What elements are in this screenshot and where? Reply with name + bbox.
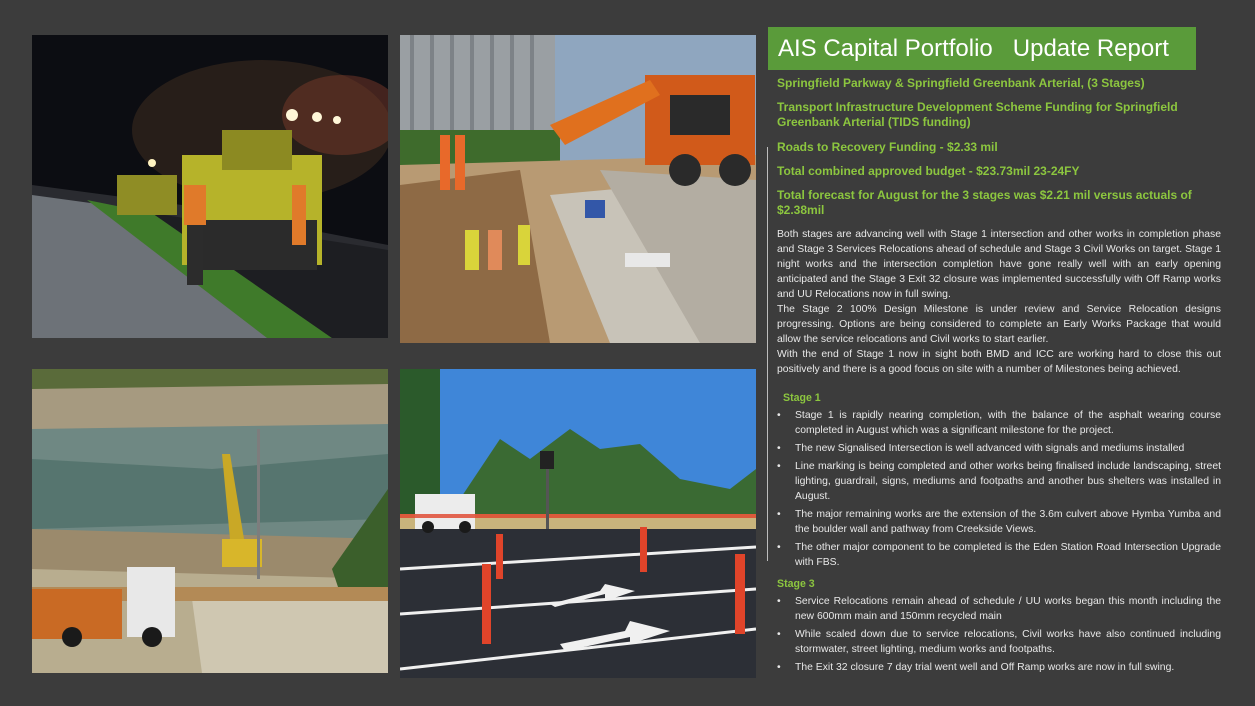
list-item: • The major remaining works are the extension of the 3.6m culvert above Hymba Yumba and the boulder wall and pathway from Creekside Views. xyxy=(777,507,1221,537)
report-title: AIS Capital Portfolio Update Report xyxy=(768,27,1196,70)
list-item: • The Exit 32 closure 7 day trial went well and Off Ramp works are now in full swing. xyxy=(777,660,1221,675)
photo-night-paving xyxy=(32,35,388,338)
vertical-divider xyxy=(767,147,768,561)
summary-paragraph-2: The Stage 2 100% Design Milestone is under review and Service Relocation designs progressing. Options are being considered to complete an Early Works Package that would allow the service relocations and Civil works to start earlier. xyxy=(777,304,1221,345)
headline-forecast-actuals: Total forecast for August for the 3 stages was $2.21 mil versus actuals of $2.38mil xyxy=(777,188,1192,217)
headline-tids-funding: Transport Infrastructure Development Scheme Funding for Springfield Greenbank Arterial (TIDS funding) xyxy=(777,100,1178,129)
stage3-heading: Stage 3 xyxy=(777,578,815,590)
list-item: • While scaled down due to service relocations, Civil works have also continued including stormwater, street lighting, medium works and footpaths. xyxy=(777,627,1221,657)
list-item: • The new Signalised Intersection is well advanced with signals and mediums installed xyxy=(777,441,1221,456)
summary-paragraph-3: With the end of Stage 1 now in sight both BMD and ICC are working hard to close this out positively and there is a good focus on site with a number of Milestones being achieved. xyxy=(777,349,1221,375)
headline-roads-recovery: Roads to Recovery Funding - $2.33 mil xyxy=(777,140,998,154)
stage1-heading: Stage 1 xyxy=(783,392,821,404)
stage1-list xyxy=(777,408,1221,570)
list-item: • Service Relocations remain ahead of schedule / UU works began this month including the new 600mm main and 150mm recycled main xyxy=(777,594,1221,624)
stage3-list xyxy=(777,594,1221,675)
list-item: • Stage 1 is rapidly nearing completion, with the balance of the asphalt wearing course completed in August which was a significant milestone for the project. xyxy=(777,408,1221,438)
list-item: • Line marking is being completed and other works being finalised include landscaping, street lighting, guardrail, signs, mediums and footpaths and another bus shelters was installed in August. xyxy=(777,459,1221,504)
headline-project: Springfield Parkway & Springfield Greenbank Arterial, (3 Stages) xyxy=(777,76,1145,90)
photo-signalised-intersection xyxy=(400,369,756,678)
list-item: • The other major component to be completed is the Eden Station Road Intersection Upgrade with FBS. xyxy=(777,540,1221,570)
report-text-column xyxy=(777,73,1221,678)
summary-paragraph-1: Both stages are advancing well with Stage 1 intersection and other works in completion phase and Stage 3 Services Relocations ahead of schedule and Stage 3 Civil Works on target. Stage 1 night works and the intersection completion have gone really well with an early opening anticipated and the Stage 3 Exit 32 closure was implemented successfully with Off Ramp works and UU Relocations now in full swing. xyxy=(777,229,1221,300)
photo-earthworks-cutting xyxy=(32,369,388,673)
headline-approved-budget: Total combined approved budget - $23.73mil 23-24FY xyxy=(777,164,1080,178)
photo-trench-works xyxy=(400,35,756,343)
